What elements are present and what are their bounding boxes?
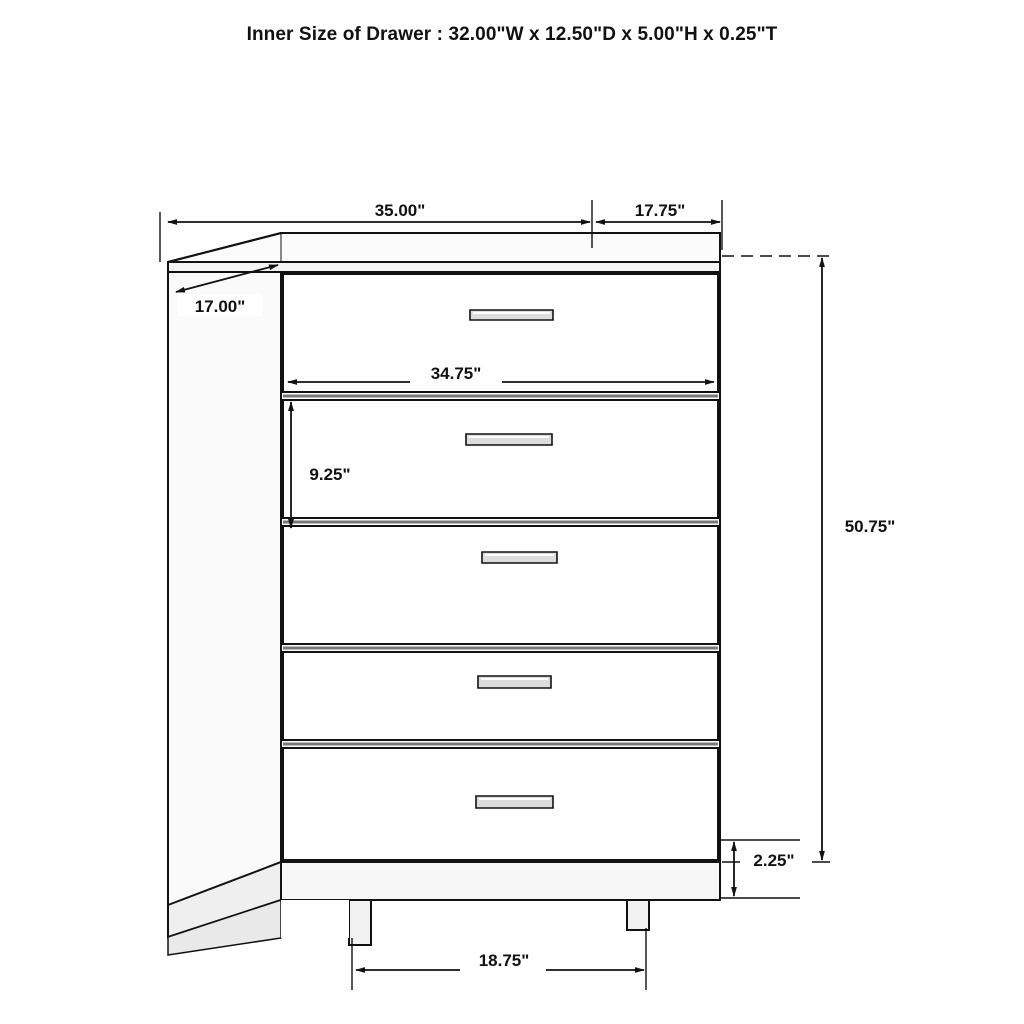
drawer-fronts [283, 274, 718, 860]
dim-label-top-depth: 17.75" [634, 201, 686, 220]
drawer-front-2[interactable] [283, 400, 718, 518]
foot-right [627, 900, 649, 930]
chest-body [168, 233, 720, 955]
drawer-front-4[interactable] [283, 652, 718, 740]
dim-label-total-height: 50.75" [844, 517, 896, 536]
dim-label-side-depth: 17.00" [194, 297, 246, 316]
dim-base-height [720, 840, 812, 898]
chest-side-panel [168, 272, 281, 937]
dim-label-foot-span: 18.75" [478, 951, 530, 970]
dim-total-height [722, 256, 912, 862]
drawer-front-3[interactable] [283, 526, 718, 644]
dim-label-top-width: 35.00" [374, 201, 426, 220]
drawer-handle-3[interactable] [482, 552, 557, 563]
page-title: Inner Size of Drawer : 32.00"W x 12.50"D x 5.00"H x 0.25"T [246, 24, 778, 45]
drawer-handle-2[interactable] [466, 434, 552, 445]
dim-label-drawer-width: 34.75" [430, 364, 482, 383]
dim-foot-span [352, 928, 646, 990]
chest-feet [281, 900, 649, 945]
chest-top-edge [168, 262, 720, 272]
dim-label-base-height: 2.25" [753, 851, 795, 870]
dim-label-drawer-height: 9.25" [309, 465, 351, 484]
drawer-handle-1[interactable] [470, 310, 553, 320]
drawer-handle-5[interactable] [476, 796, 553, 808]
drawer-handle-4[interactable] [478, 676, 551, 688]
